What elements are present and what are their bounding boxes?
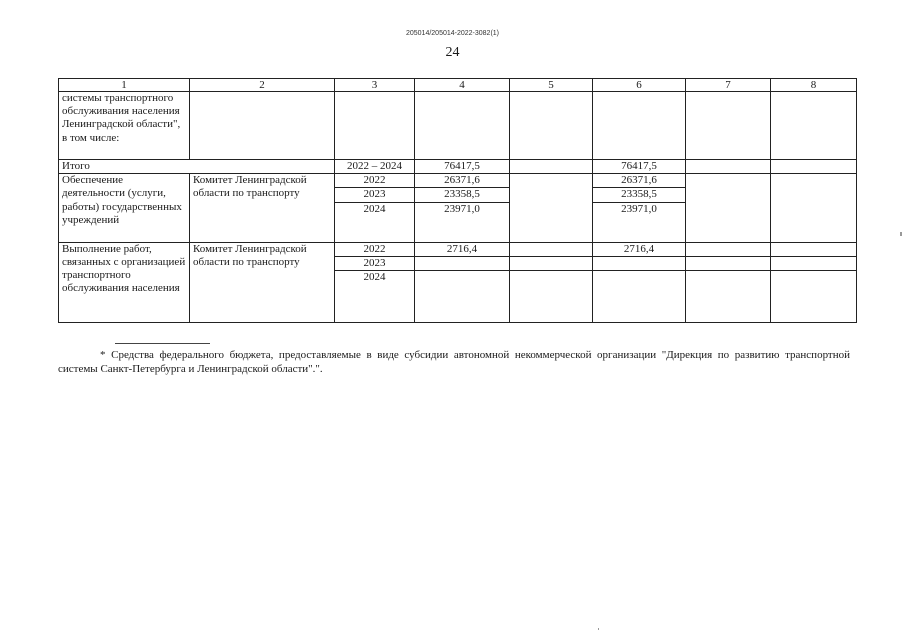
table-cell: [510, 92, 593, 160]
footnote-divider: [115, 343, 210, 344]
column-header: 1: [59, 79, 190, 92]
table-cell: [771, 160, 857, 174]
table-cell: [686, 160, 771, 174]
activity-name: Обеспечение деятельности (услуги, работы) государственных учреждений: [59, 174, 190, 242]
total-years: 2022 – 2024: [335, 160, 415, 174]
table-cell: [510, 256, 593, 270]
page-number: 24: [445, 45, 460, 60]
table-cell: [686, 174, 771, 242]
table-cell: [686, 92, 771, 160]
activity-name: Выполнение работ, связанных с организацией транспортного обслуживания населения: [59, 242, 190, 322]
col6-value: 23971,0: [593, 202, 686, 242]
table-cell: [415, 92, 510, 160]
table-cell: [190, 92, 335, 160]
document-id: 205014/205014-2022-3082(1): [405, 30, 500, 37]
table-row: [59, 174, 857, 188]
table-cell: [593, 92, 686, 160]
table-cell: [510, 271, 593, 323]
year-cell: 2022: [335, 242, 415, 256]
table-cell: [771, 174, 857, 242]
column-number-row: [59, 79, 857, 92]
table-cell: [510, 174, 593, 242]
table-cell: [771, 256, 857, 270]
column-header: 5: [510, 79, 593, 92]
total-col6: 76417,5: [593, 160, 686, 174]
col6-value: [593, 271, 686, 323]
table-cell: [771, 242, 857, 256]
table-cell: [510, 160, 593, 174]
continued-program-name: системы транспортного обслуживания населения Ленинградской области", в том числе:: [59, 92, 190, 160]
year-cell: 2023: [335, 188, 415, 202]
col4-value: [415, 271, 510, 323]
executor-name: Комитет Ленинградской области по транспорту: [190, 174, 335, 242]
table-cell: [686, 256, 771, 270]
column-header: 2: [190, 79, 335, 92]
column-header: 3: [335, 79, 415, 92]
table-cell: [771, 92, 857, 160]
column-header: 4: [415, 79, 510, 92]
total-label: Итого: [59, 160, 335, 174]
column-header: 7: [686, 79, 771, 92]
scan-speck: [598, 628, 599, 630]
scan-speck: [900, 232, 902, 236]
year-cell: 2022: [335, 174, 415, 188]
col4-value: 23358,5: [415, 188, 510, 202]
table-cell: [771, 271, 857, 323]
col6-value: 2716,4: [593, 242, 686, 256]
executor-name: Комитет Ленинградской области по транспорту: [190, 242, 335, 322]
col4-value: [415, 256, 510, 270]
year-cell: 2024: [335, 271, 415, 323]
table-cell: [686, 271, 771, 323]
col4-value: 26371,6: [415, 174, 510, 188]
footnote: * Средства федерального бюджета, предоставляемые в виде субсидии автономной некоммерческой организации "Дирекция по развитию транспортной системы Санкт-Петербурга и Ленинградской области".".: [58, 349, 850, 375]
column-header: 6: [593, 79, 686, 92]
table-row: [59, 242, 857, 256]
col4-value: 2716,4: [415, 242, 510, 256]
col4-value: 23971,0: [415, 202, 510, 242]
col6-value: 23358,5: [593, 188, 686, 202]
total-col4: 76417,5: [415, 160, 510, 174]
continued-row: [59, 92, 857, 160]
table-cell: [686, 242, 771, 256]
table-cell: [510, 242, 593, 256]
year-cell: 2024: [335, 202, 415, 242]
col6-value: 26371,6: [593, 174, 686, 188]
col6-value: [593, 256, 686, 270]
table-cell: [335, 92, 415, 160]
year-cell: 2023: [335, 256, 415, 270]
column-header: 8: [771, 79, 857, 92]
budget-table: [58, 78, 857, 323]
total-row: [59, 160, 857, 174]
